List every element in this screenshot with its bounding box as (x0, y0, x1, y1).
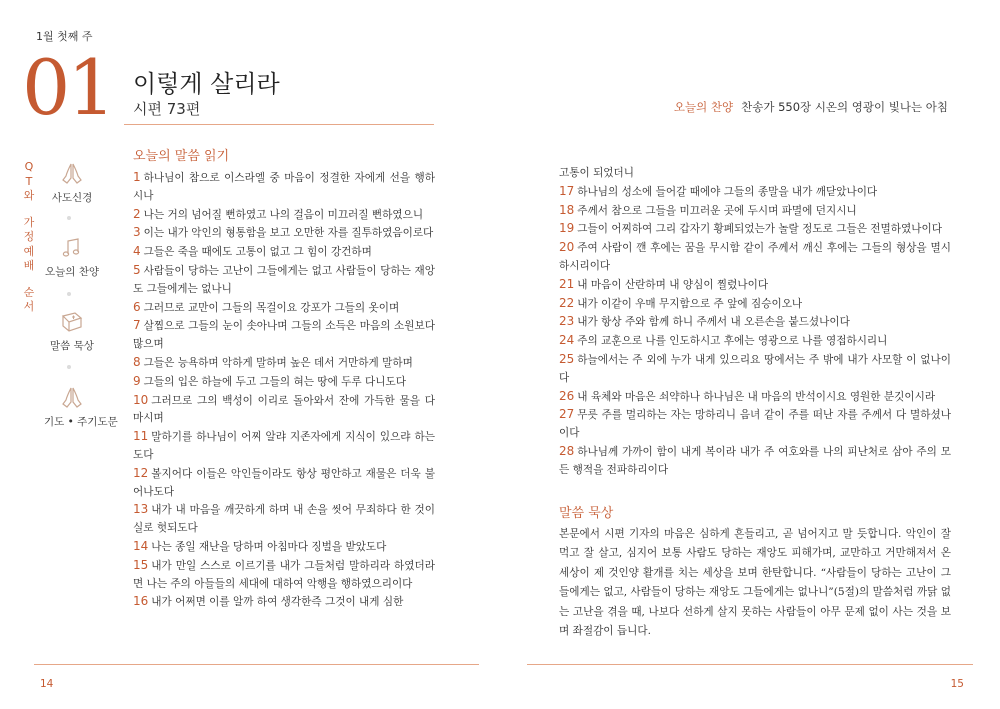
verse-text: 하늘에서는 주 외에 누가 내게 있으리요 땅에서는 주 밖에 내가 사모할 이 없나이다 (559, 353, 951, 384)
verse (559, 332, 951, 351)
step-label: 말씀 묵상 (50, 340, 94, 352)
praying-hands-icon (59, 386, 85, 410)
verse (133, 593, 435, 612)
step-label: 기도 • 주기도문 (44, 416, 118, 428)
verse (559, 202, 951, 221)
verse (559, 388, 951, 407)
verse-number: 18 (559, 202, 575, 217)
verse (133, 538, 435, 557)
verse-number: 7 (133, 318, 141, 333)
bible-icon (59, 310, 85, 334)
verse-number: 10 (133, 392, 149, 407)
hymn-line (674, 99, 948, 115)
verse (133, 354, 435, 373)
meditation-body: 본문에서 시편 기자의 마음은 심하게 흔들리고, 곧 넘어지고 말 듯합니다. 악인이 잘 먹고 잘 살고, 심지어 보통 사람도 당하는 재앙도 피해가며, 교만하고 거만해져서 온 세상이 제 것인양 활개를 치는 세상을 보며 한탄합니다. “사람들이 당하는 고난이 그들에게는 없고, 사람들이 당하는 재앙도 그들에게는 없나니”(5절)의 말씀처럼 까닭 없는 고난을 겪을 때, 나보다 선하게 살지 못하는 사람들이 아무 문제 없이 사는 것을 보며 좌절감이 듭니다. (559, 527, 951, 638)
step-prayer (44, 386, 118, 429)
verse (133, 169, 435, 206)
vertical-gap (22, 274, 36, 286)
verse-text: 말하기를 하나님이 어찌 알랴 지존자에게 지식이 있으랴 하는도다 (133, 431, 435, 461)
vertical-char: 정 (23, 230, 35, 243)
verse (133, 428, 435, 465)
verse (133, 317, 435, 354)
verse (559, 443, 951, 480)
verse-text: 내가 항상 주와 함께 하니 주께서 내 오른손을 붙드셨나이다 (577, 316, 850, 329)
verse (559, 351, 951, 388)
reading-left-column (133, 145, 435, 612)
verse (133, 243, 435, 262)
verse-number: 22 (559, 295, 575, 310)
step-separator-dot (67, 292, 71, 296)
verse (133, 299, 435, 318)
verse-text: 주의 교훈으로 나를 인도하시고 후에는 영광으로 나를 영접하시리니 (577, 335, 888, 348)
verse-number: 25 (559, 351, 575, 366)
verse-text: 사람들이 당하는 고난이 그들에게는 없고 사람들이 당하는 재앙도 그들에게는 없나니 (133, 264, 435, 295)
footer-divider-left (34, 664, 479, 665)
step-separator-dot (67, 365, 71, 369)
verse-number: 23 (559, 314, 575, 329)
verse-number: 4 (133, 244, 141, 259)
meditation-heading: 말씀 묵상 (559, 505, 614, 521)
verse-number: 9 (133, 373, 141, 388)
verse-text: 그러므로 교만이 그들의 목걸이요 강포가 그들의 옷이며 (143, 301, 400, 314)
verse-text: 내 육체와 마음은 쇠약하나 하나님은 내 마음의 반석이시요 영원한 분깃이시라 (577, 390, 936, 403)
verse (133, 262, 435, 299)
verse-text: 나는 종일 재난을 당하며 아침마다 징벌을 받았도다 (151, 540, 387, 553)
verse (133, 373, 435, 392)
vertical-char: 배 (23, 259, 35, 272)
verse-number: 19 (559, 221, 575, 236)
verse-number: 3 (133, 225, 141, 240)
verse-list-left (133, 169, 435, 612)
page-number-right: 15 (950, 678, 964, 690)
step-label: 오늘의 찬양 (44, 266, 100, 278)
music-note-icon (59, 236, 85, 260)
step-separator-dot (67, 216, 71, 220)
step-meditation (44, 310, 100, 353)
verse-text: 그들은 죽을 때에도 고통이 없고 그 힘이 강건하며 (143, 246, 372, 259)
vertical-char: T (25, 174, 33, 188)
week-label: 1월 첫째 주 (36, 30, 93, 43)
verse-number: 16 (133, 594, 149, 609)
verse-number: 15 (133, 557, 149, 572)
verse (559, 183, 951, 202)
verse (133, 206, 435, 225)
verse (559, 239, 951, 276)
verse-text: 무릇 주를 멀리하는 자는 망하리니 음녀 같이 주를 떠난 자를 주께서 다 멸하셨나이다 (559, 409, 951, 440)
praying-hands-icon (59, 162, 85, 186)
reading-right-column (559, 165, 951, 642)
verse-list-right (559, 165, 951, 480)
verse-text: 볼지어다 이들은 악인들이라도 항상 평안하고 재물은 더욱 불어나도다 (133, 467, 435, 498)
verse (559, 220, 951, 239)
page-title: 이렇게 살리라 (133, 70, 280, 98)
verse-number: 20 (559, 240, 575, 255)
verse-text: 그들의 입은 하늘에 두고 그들의 혀는 땅에 두루 다니도다 (143, 375, 406, 388)
verse-text: 이는 내가 악인의 형통함을 보고 오만한 자를 질투하였음이로다 (143, 227, 434, 240)
verse-text: 그러므로 그의 백성이 이리로 돌아와서 잔에 가득한 물을 다 마시며 (133, 394, 435, 425)
vertical-char: 서 (23, 300, 35, 313)
vertical-gap (22, 204, 36, 216)
verse (559, 165, 951, 183)
verse-text: 살찜으로 그들의 눈이 솟아나며 그들의 소득은 마음의 소원보다 많으며 (133, 320, 435, 351)
verse-text: 그들이 어찌하여 그리 갑자기 황폐되었는가 놀랄 정도로 그들은 전멸하였나이다 (577, 223, 942, 236)
verse-text: 내가 이같이 우매 무지함으로 주 앞에 짐승이오나 (577, 297, 803, 310)
verse-number: 26 (559, 388, 575, 403)
qt-order-vertical-label (22, 160, 36, 315)
verse-text: 주여 사람이 깬 후에는 꿈을 무시함 같이 주께서 깨신 후에는 그들의 형상을 멸시하시리이다 (559, 242, 951, 272)
verse-text: 나는 거의 넘어질 뻔하였고 나의 걸음이 미끄러질 뻔하였으니 (143, 208, 424, 221)
verse-number: 6 (133, 299, 141, 314)
vertical-char: 예 (23, 244, 35, 258)
verse-text: 주께서 참으로 그들을 미끄러운 곳에 두시며 파멸에 던지시니 (577, 204, 857, 217)
verse-number: 14 (133, 538, 149, 553)
vertical-char: Q (24, 160, 34, 173)
verse (559, 406, 951, 443)
step-hymn (44, 236, 100, 279)
hymn-title: 찬송가 550장 시온의 영광이 빛나는 아침 (741, 100, 948, 114)
reading-heading: 오늘의 말씀 읽기 (133, 149, 230, 164)
verse-text: 내가 만일 스스로 이르기를 내가 그들처럼 말하리라 하였더라면 나는 주의 아들들의 세대에 대하여 악행을 행하였으리이다 (133, 559, 435, 590)
day-number: 01 (22, 43, 113, 132)
verse (133, 392, 435, 429)
verse-text: 내가 내 마음을 깨끗하게 하며 내 손을 씻어 무죄하다 한 것이 실로 헛되도다 (133, 504, 435, 535)
verse-number: 28 (559, 443, 575, 458)
verse-number: 17 (559, 183, 575, 198)
verse-number: 5 (133, 262, 141, 277)
verse-number: 21 (559, 276, 575, 291)
verse-text: 하나님께 가까이 함이 내게 복이라 내가 주 여호와를 나의 피난처로 삼아 주의 모든 행적을 전파하리이다 (559, 445, 951, 476)
step-label: 사도신경 (51, 192, 93, 204)
verse-number: 12 (133, 465, 149, 480)
verse-text: 하나님의 성소에 들어갈 때에야 그들의 종말을 내가 깨닫았나이다 (577, 185, 878, 198)
verse (133, 557, 435, 594)
verse (133, 224, 435, 243)
vertical-char: 가 (23, 215, 35, 229)
vertical-char: 순 (23, 285, 35, 299)
verse (133, 501, 435, 538)
verse-number: 27 (559, 407, 575, 422)
footer-divider-right (527, 664, 973, 665)
verse-text: 내 마음이 산란하며 내 양심이 찔렸나이다 (577, 278, 769, 291)
verse-number: 11 (133, 429, 149, 444)
verse-number: 1 (133, 170, 141, 184)
verse (559, 313, 951, 332)
verse-text: 고통이 되었더니 (559, 167, 635, 179)
verse-text: 하나님이 참으로 이스라엘 중 마음이 정결한 자에게 선을 행하시나 (133, 172, 435, 202)
header-divider (124, 124, 434, 125)
verse-number: 24 (559, 333, 575, 348)
step-apostles-creed (44, 162, 100, 205)
verse (559, 276, 951, 295)
verse-number: 2 (133, 206, 141, 221)
hymn-label: 오늘의 찬양 (673, 100, 734, 114)
page-number-left: 14 (40, 678, 54, 690)
verse-text: 그들은 능욕하며 악하게 말하며 높은 데서 거만하게 말하며 (143, 356, 413, 369)
verse-text: 내가 어쩌면 이를 알까 하여 생각한즉 그것이 내게 심한 (151, 596, 404, 609)
verse (133, 465, 435, 502)
verse (559, 295, 951, 314)
vertical-char: 와 (23, 189, 35, 202)
passage-reference: 시편 73편 (133, 100, 201, 118)
verse-number: 8 (133, 354, 141, 369)
verse-number: 13 (133, 502, 149, 517)
